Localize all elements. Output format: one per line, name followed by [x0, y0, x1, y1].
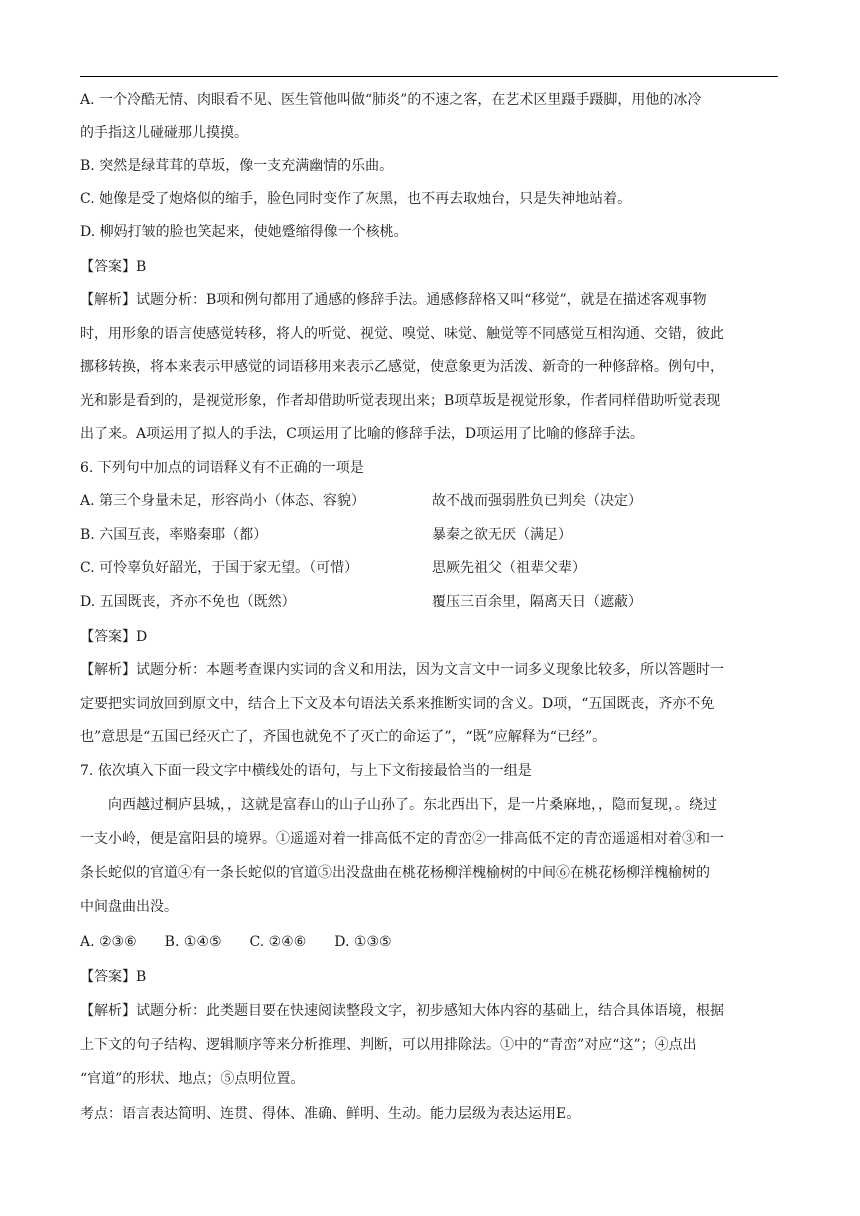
q6-option-c-left: C. 可怜辜负好韶光，于国于家无望。（可惜） [80, 560, 359, 576]
q7-passage-line: 向西越过桐庐县城，，这就是富春山的山子山孙了。东北西出下，是一片桑麻地，，隐而复现，。绕过 [108, 797, 717, 813]
q5-option-d: D. 柳妈打皱的脸也笑起来，使她蹙缩得像一个核桃。 [80, 224, 408, 240]
q7-passage-line: 一支小岭，便是富阳县的境界。①遥遥对着一排高低不定的青峦②一排高低不定的青峦遥遥相对着③和一 [80, 831, 724, 847]
q6-analysis-line: 也”意思是“五国已经灭亡了，齐国也就免不了灭亡的命运了”，“既”应解释为“已经”。 [80, 729, 607, 745]
q7-stem: 7. 依次填入下面一段文字中横线处的语句，与上下文衔接最恰当的一组是 [80, 763, 532, 779]
q6-option-a-right: 故不战而强弱胜负已判矣（决定） [432, 493, 642, 509]
q6-analysis-line: 定要把实词放回到原文中，结合上下文及本句语法关系来推断实词的含义。D项，“五国既丧，齐亦不免 [80, 696, 715, 712]
q7-answer: 【答案】B [80, 969, 147, 985]
q6-analysis-line: 【解析】试题分析：本题考查课内实词的含义和用法，因为文言文中一词多义现象比较多，所以答题时一 [80, 662, 724, 678]
q6-option-d-right: 覆压三百余里，隔离天日（遮蔽） [432, 594, 642, 610]
q5-option-b: B. 突然是绿茸茸的草坂，像一支充满幽情的乐曲。 [80, 158, 394, 174]
q7-passage-line: 条长蛇似的官道④有一条长蛇似的官道⑤出没盘曲在桃花杨柳洋槐榆树的中间⑥在桃花杨柳洋槐榆树的 [80, 865, 710, 881]
q5-analysis-line: 【解析】试题分析：B项和例句都用了通感的修辞手法。通感修辞格又叫“移觉”，就是在描述客观事物 [80, 292, 707, 308]
q6-option-a-left: A. 第三个身量未足，形容尚小（体态、容貌） [80, 493, 366, 509]
q5-analysis-line: 出了来。A项运用了拟人的手法，C项运用了比喻的修辞手法，D项运用了比喻的修辞手法。 [80, 426, 645, 442]
q7-analysis-line: 上下文的句子结构、逻辑顺序等来分析推理、判断，可以用排除法。①中的“青峦”对应“这”；④点出 [80, 1037, 697, 1053]
q6-answer: 【答案】D [80, 629, 148, 645]
q5-analysis-line: 光和影是看到的，是视觉形象，作者却借助听觉表现出来；B项草坂是视觉形象，作者同样借助听觉表现 [80, 393, 721, 409]
q7-choices: A. ②③⑥ B. ①④⑤ C. ②④⑥ D. ①③⑤ [80, 934, 392, 950]
q5-answer: 【答案】B [80, 259, 147, 275]
q7-kaodian: 考点：语言表达简明、连贯、得体、准确、鲜明、生动。能力层级为表达运用E。 [80, 1106, 581, 1122]
q5-analysis-line: 挪移转换，将本来表示甲感觉的词语移用来表示乙感觉，使意象更为活泼、新奇的一种修辞格。例句中， [80, 359, 724, 375]
q6-option-c-right: 思厥先祖父（祖辈父辈） [432, 560, 586, 576]
q7-analysis-line: “官道”的形状、地点；⑤点明位置。 [80, 1071, 305, 1087]
q6-option-d-left: D. 五国既丧，齐亦不免也（既然） [80, 594, 296, 610]
header-rule [80, 76, 778, 77]
q7-passage-line: 中间盘曲出没。 [80, 899, 178, 915]
q6-option-b-left: B. 六国互丧，率赂秦耶（都） [80, 527, 268, 543]
q5-option-a-line2: 的手指这儿碰碰那儿摸摸。 [80, 125, 248, 141]
q5-option-a-line1: A. 一个冷酷无情、肉眼看不见、医生管他叫做“肺炎”的不速之客，在艺术区里蹑手蹑脚，用他的冰冷 [80, 92, 702, 108]
q7-analysis-line: 【解析】试题分析：此类题目要在快速阅读整段文字，初步感知大体内容的基础上，结合具体语境，根据 [80, 1003, 724, 1019]
q6-stem: 6. 下列句中加点的词语释义有不正确的一项是 [80, 460, 364, 476]
q6-option-b-right: 暴秦之欲无厌（满足） [432, 527, 572, 543]
q5-option-c: C. 她像是受了炮烙似的缩手，脸色同时变作了灰黑，也不再去取烛台，只是失神地站着。 [80, 191, 632, 207]
q5-analysis-line: 时，用形象的语言使感觉转移，将人的听觉、视觉、嗅觉、味觉、触觉等不同感觉互相沟通、交错，彼此 [80, 326, 724, 342]
